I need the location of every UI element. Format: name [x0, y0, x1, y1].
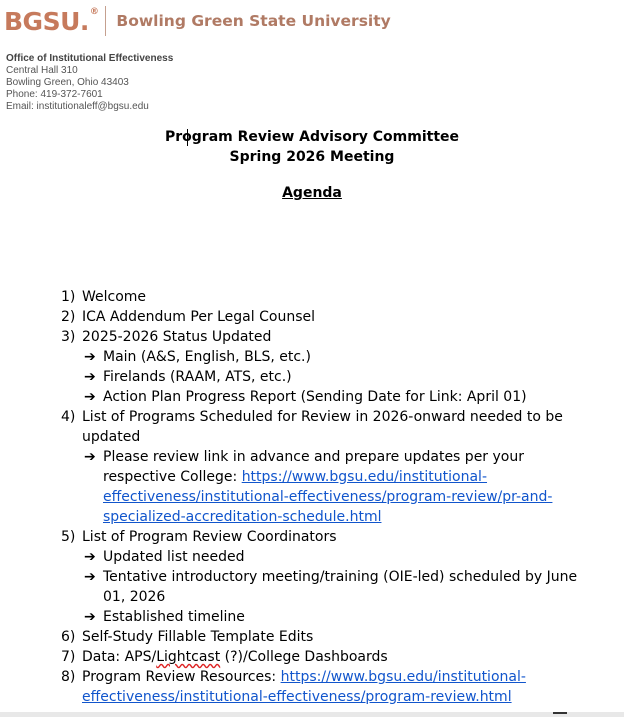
office-email: Email: institutionaleff@bgsu.edu — [6, 101, 149, 112]
arrow-icon: ➔ — [84, 369, 96, 385]
item-number: 6) — [61, 629, 76, 645]
item-text: List of Program Review Coordinators — [82, 529, 337, 545]
subitem-text: Action Plan Progress Report (Sending Date for Link: April 01) — [103, 389, 527, 405]
arrow-icon: ➔ — [84, 549, 96, 565]
bgsu-logo — [4, 4, 391, 38]
agenda-subitem — [0, 567, 624, 607]
item-number: 2) — [61, 309, 76, 325]
arrow-icon: ➔ — [84, 389, 96, 405]
agenda-subitem — [0, 367, 624, 387]
scroll-indicator — [553, 712, 567, 714]
agenda-item-4 — [0, 407, 624, 447]
item-number: 4) — [61, 409, 76, 425]
subitem-text: Updated list needed — [103, 549, 245, 565]
item-text: Welcome — [82, 289, 147, 305]
agenda-subitem — [0, 347, 624, 367]
office-address-block — [6, 53, 173, 113]
window-bottom-edge — [0, 712, 624, 717]
subitem-text: Please review link in advance and prepare updates per your respective College: — [103, 449, 524, 485]
item-number: 7) — [61, 649, 76, 665]
item-text-pre: Data: APS/ — [82, 649, 157, 665]
item-text: Program Review Resources: — [82, 669, 281, 685]
agenda-heading: Agenda — [282, 185, 342, 201]
office-name: Office of Institutional Effectiveness — [6, 53, 174, 64]
item-text: Self-Study Fillable Template Edits — [82, 629, 314, 645]
accreditation-schedule-link[interactable]: https://www.bgsu.edu/institutional-effectiveness/institutional-effectiveness/program-review/pr-and-specialized-accreditation-schedule.html — [103, 469, 553, 525]
agenda-subitem — [0, 447, 624, 527]
program-review-resources-link[interactable]: https://www.bgsu.edu/institutional-effectiveness/institutional-effectiveness/program-review.html — [82, 669, 526, 705]
item-text: ICA Addendum Per Legal Counsel — [82, 309, 315, 325]
agenda-subitem — [0, 387, 624, 407]
logo-mark: BGSU.® — [4, 6, 99, 36]
agenda-item-1 — [0, 287, 624, 307]
item-text: List of Programs Scheduled for Review in 2026-onward needed to be updated — [82, 409, 563, 445]
agenda-item-3 — [0, 327, 624, 347]
agenda-list — [0, 287, 624, 707]
agenda-item-6 — [0, 627, 624, 647]
document-titles — [0, 127, 624, 203]
item-number: 3) — [61, 329, 76, 345]
agenda-item-7 — [0, 647, 624, 667]
office-building: Central Hall 310 — [6, 65, 78, 76]
committee-title: Program Review Advisory Committee — [165, 129, 459, 145]
meeting-title: Spring 2026 Meeting — [229, 149, 395, 165]
item-number: 8) — [61, 669, 76, 685]
agenda-item-2 — [0, 307, 624, 327]
subitem-text: Tentative introductory meeting/training (OIE-led) scheduled by June 01, 2026 — [103, 569, 578, 605]
subitem-text: Main (A&S, English, BLS, etc.) — [103, 349, 311, 365]
arrow-icon: ➔ — [84, 569, 96, 585]
item-text: 2025-2026 Status Updated — [82, 329, 272, 345]
spellcheck-flagged-word: Lightcast — [156, 649, 221, 665]
agenda-item-8 — [0, 667, 624, 707]
agenda-subitem — [0, 547, 624, 567]
agenda-item-5 — [0, 527, 624, 547]
university-name: Bowling Green State University — [116, 12, 391, 30]
office-phone: Phone: 419-372-7601 — [6, 89, 103, 100]
subitem-text: Firelands (RAAM, ATS, etc.) — [103, 369, 292, 385]
item-number: 5) — [61, 529, 76, 545]
subitem-text: Established timeline — [103, 609, 245, 625]
arrow-icon: ➔ — [84, 449, 96, 465]
agenda-subitem — [0, 607, 624, 627]
logo-divider — [105, 6, 106, 36]
office-city: Bowling Green, Ohio 43403 — [6, 77, 129, 88]
arrow-icon: ➔ — [84, 609, 96, 625]
arrow-icon: ➔ — [84, 349, 96, 365]
item-number: 1) — [61, 289, 76, 305]
item-text-post: (?)/College Dashboards — [220, 649, 388, 665]
